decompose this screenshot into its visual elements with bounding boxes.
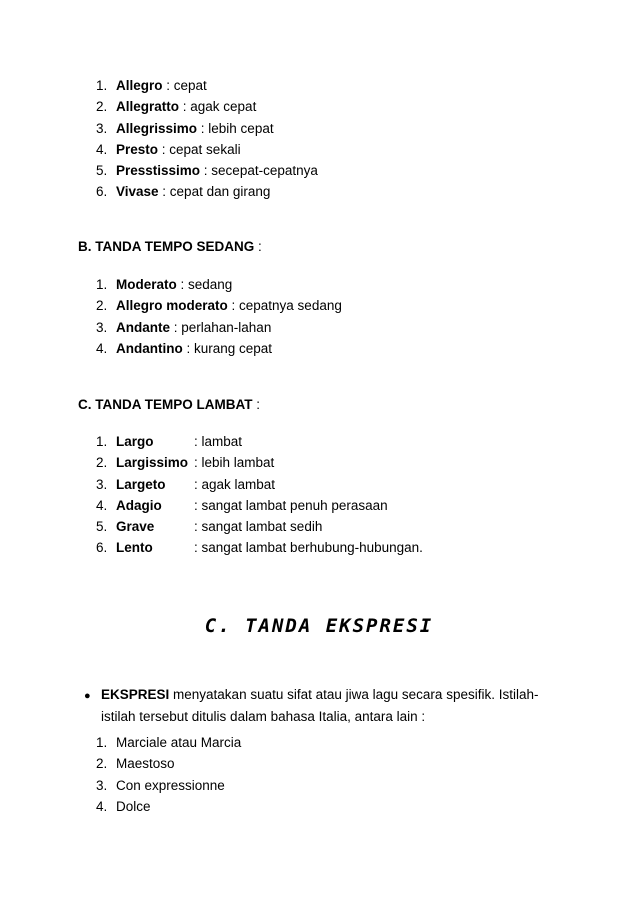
term: Vivase bbox=[116, 184, 159, 200]
definition: : agak cepat bbox=[179, 99, 257, 115]
definition: : sangat lambat sedih bbox=[194, 519, 323, 535]
term: Andantino bbox=[116, 340, 183, 356]
item-text: Maestoso bbox=[116, 756, 175, 772]
definition: : sangat lambat penuh perasaan bbox=[194, 497, 388, 513]
list-item: 3. Allegrissimo : lebih cepat bbox=[96, 120, 274, 136]
list-item: 4. Dolce bbox=[96, 798, 151, 814]
list-item: 1. Allegro : cepat bbox=[96, 78, 207, 93]
term: EKSPRESI bbox=[101, 687, 170, 702]
definition: : sedang bbox=[176, 277, 233, 292]
item-text: Marciale atau Marcia bbox=[116, 735, 242, 750]
expression-paragraph bbox=[101, 684, 561, 728]
definition: : cepat bbox=[162, 78, 207, 93]
list-item: 4. Adagio : sangat lambat penuh perasaan bbox=[96, 495, 423, 516]
list-item: 3. Andante : perlahan-lahan bbox=[96, 319, 272, 335]
term: Largeto bbox=[116, 476, 166, 492]
definition: : perlahan-lahan bbox=[170, 319, 272, 335]
term: Allegrissimo bbox=[116, 120, 198, 136]
list-item: 1. Largo : lambat bbox=[96, 431, 423, 452]
term: Allegratto bbox=[116, 99, 180, 115]
item-text: Con expressionne bbox=[116, 777, 225, 793]
term: Lento bbox=[116, 540, 153, 556]
definition: : cepat dan girang bbox=[158, 184, 271, 200]
section-title: C. TANDA EKSPRESI bbox=[204, 615, 434, 637]
term: Presstissimo bbox=[116, 163, 201, 179]
medium-tempo-list bbox=[96, 274, 342, 359]
term: Presto bbox=[116, 141, 159, 157]
list-item: 3. Largeto : agak lambat bbox=[96, 474, 423, 495]
list-item: 5. Presstissimo : secepat-cepatnya bbox=[96, 163, 318, 179]
term: Allegro bbox=[116, 78, 163, 93]
list-item: 6. Vivase : cepat dan girang bbox=[96, 184, 271, 200]
bullet-icon: ● bbox=[84, 690, 91, 702]
term: Moderato bbox=[116, 277, 177, 292]
list-item: 2. Allegro moderato : cepatnya sedang bbox=[96, 298, 342, 314]
definition: : cepat sekali bbox=[158, 141, 241, 157]
term: Allegro moderato bbox=[116, 298, 228, 314]
list-item: 2. Allegratto : agak cepat bbox=[96, 99, 257, 115]
definition: : lebih lambat bbox=[194, 455, 275, 471]
expression-list bbox=[96, 732, 241, 817]
fast-tempo-list bbox=[96, 75, 318, 203]
heading-slow-tempo: C. TANDA TEMPO LAMBAT : bbox=[78, 397, 260, 412]
definition: : lambat bbox=[194, 434, 243, 449]
definition: : lebih cepat bbox=[197, 120, 274, 136]
definition: : cepatnya sedang bbox=[227, 298, 342, 314]
list-item: 1. Marciale atau Marcia bbox=[96, 735, 242, 750]
list-item: 4. Andantino : kurang cepat bbox=[96, 340, 273, 356]
list-item: 2. Maestoso bbox=[96, 756, 175, 772]
list-item: 4. Presto : cepat sekali bbox=[96, 141, 241, 157]
list-item: 6. Lento : sangat lambat berhubung-hubungan. bbox=[96, 537, 423, 558]
heading-medium-tempo: B. TANDA TEMPO SEDANG : bbox=[78, 239, 262, 254]
list-item: 5. Grave : sangat lambat sedih bbox=[96, 516, 423, 537]
term: Grave bbox=[116, 519, 155, 535]
definition: : agak lambat bbox=[194, 476, 276, 492]
term: Andante bbox=[116, 319, 170, 335]
paragraph-text: menyatakan suatu sifat atau jiwa lagu secara spesifik. Istilah-istilah tersebut ditulis dalam bahasa Italia, antara lain : bbox=[101, 687, 539, 724]
slow-tempo-list bbox=[96, 431, 423, 559]
item-text: Dolce bbox=[116, 798, 151, 814]
term: Largo bbox=[116, 434, 154, 449]
definition: : sangat lambat berhubung-hubungan. bbox=[194, 540, 423, 556]
definition: : kurang cepat bbox=[182, 340, 273, 356]
term: Adagio bbox=[116, 497, 162, 513]
list-item: 2. Largissimo : lebih lambat bbox=[96, 452, 423, 473]
term: Largissimo bbox=[116, 455, 189, 471]
list-item: 1. Moderato : sedang bbox=[96, 277, 233, 292]
list-item: 3. Con expressionne bbox=[96, 777, 225, 793]
definition: : secepat-cepatnya bbox=[200, 163, 318, 179]
